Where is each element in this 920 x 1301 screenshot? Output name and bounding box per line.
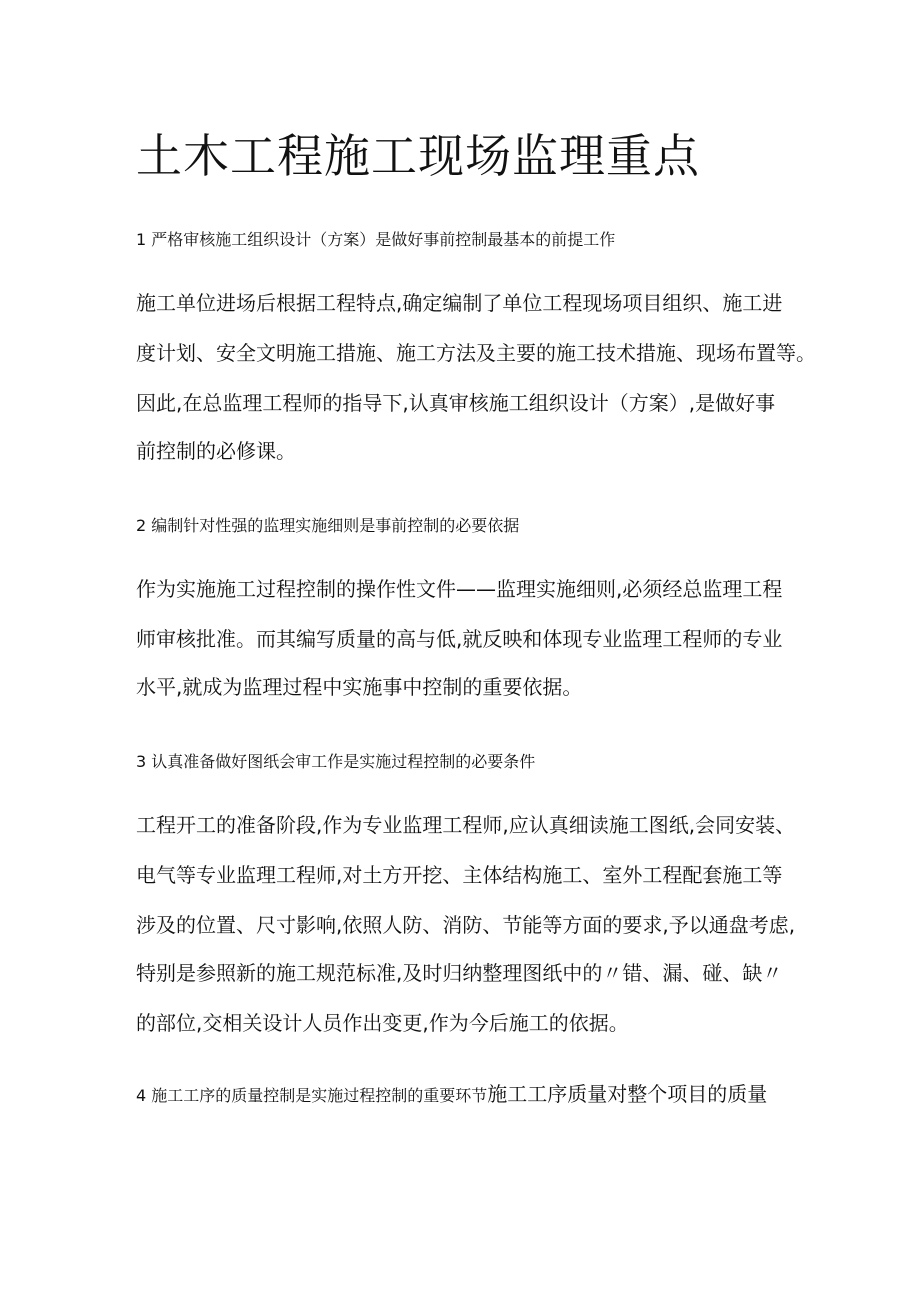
paragraph-line: 师审核批准。而其编写质量的高与低,就反映和体现专业监理工程师的专业 — [136, 627, 783, 651]
paragraph-line: 水平,就成为监理过程中实施事中控制的重要依据。 — [136, 675, 583, 699]
section-4-text: 施工工序质量对整个项目的质量 — [487, 1082, 768, 1106]
paragraph-line: 电气等专业监理工程师,对土方开挖、主体结构施工、室外工程配套施工等 — [136, 863, 783, 887]
section-2-heading: 2 编制针对性强的监理实施细则是事前控制的必要依据 — [136, 516, 520, 535]
paragraph-line: 特别是参照新的施工规范标准,及时归纳整理图纸中的〃错、漏、碰、缺〃 — [136, 961, 783, 985]
section-4-heading: 4 施工工序的质量控制是实施过程控制的重要环节 — [136, 1086, 488, 1105]
paragraph-line: 施工单位进场后根据工程特点,确定编制了单位工程现场项目组织、施工进 — [136, 291, 783, 315]
section-1-heading: 1 严格审核施工组织设计（方案）是做好事前控制最基本的前提工作 — [136, 230, 616, 249]
paragraph-line: 因此,在总监理工程师的指导下,认真审核施工组织设计（方案）,是做好事 — [136, 391, 776, 415]
paragraph-line: 涉及的位置、尺寸影响,依照人防、消防、节能等方面的要求,予以通盘考虑, — [136, 913, 796, 937]
paragraph-line: 前控制的必修课。 — [136, 439, 296, 463]
paragraph-line: 作为实施施工过程控制的操作性文件——监理实施细则,必须经总监理工程 — [136, 577, 783, 601]
document-title: 土木工程施工现场监理重点 — [136, 129, 700, 183]
paragraph-line: 的部位,交相关设计人员作出变更,作为今后施工的依据。 — [136, 1011, 629, 1035]
section-3-heading: 3 认真准备做好图纸会审工作是实施过程控制的必要条件 — [136, 752, 536, 771]
paragraph-line: 工程开工的准备阶段,作为专业监理工程师,应认真细读施工图纸,会同安装、 — [136, 813, 796, 837]
section-4-heading-line — [136, 1082, 767, 1108]
paragraph-line: 度计划、安全文明施工措施、施工方法及主要的施工技术措施、现场布置等。 — [136, 341, 816, 365]
